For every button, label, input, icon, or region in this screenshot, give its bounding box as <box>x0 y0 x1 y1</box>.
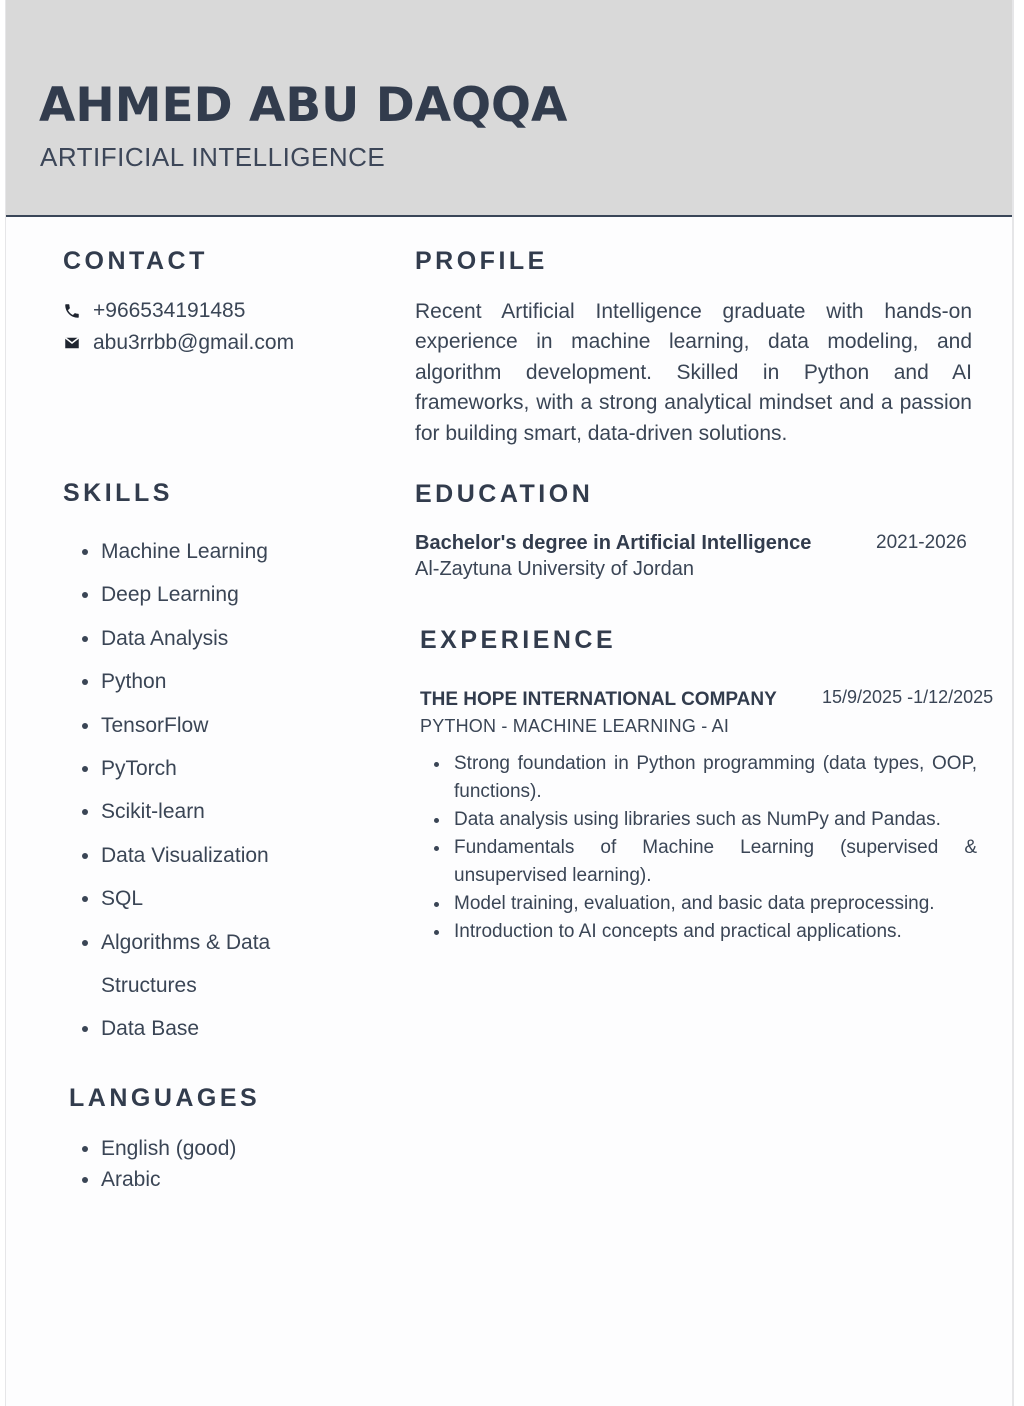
skills-heading: SKILLS <box>63 479 173 507</box>
experience-bullet: Strong foundation in Python programming (data types, OOP, functions). <box>432 750 977 806</box>
skill-item: Deep Learning <box>80 573 291 616</box>
languages-list <box>80 1133 236 1195</box>
education-school: Al-Zaytuna University of Jordan <box>415 558 695 580</box>
language-item: Arabic <box>80 1164 236 1195</box>
experience-bullet: Fundamentals of Machine Learning (supervised & unsupervised learning). <box>432 834 977 890</box>
email-icon <box>63 334 81 352</box>
contact-heading: CONTACT <box>63 247 208 275</box>
skill-item: Machine Learning <box>80 530 291 573</box>
profile-heading: PROFILE <box>415 247 548 275</box>
education-years: 2021-2026 <box>876 532 967 553</box>
experience-bullet: Introduction to AI concepts and practical applications. <box>432 918 977 946</box>
experience-dates: 15/9/2025 -1/12/2025 <box>822 687 994 707</box>
email-address[interactable]: abu3rrbb@gmail.com <box>93 331 295 354</box>
experience-bullets <box>432 750 977 946</box>
phone-icon <box>63 302 81 320</box>
skill-item: TensorFlow <box>80 704 291 747</box>
skill-item: Algorithms & Data Structures <box>80 921 291 1008</box>
contact-phone <box>63 299 245 323</box>
skill-item: SQL <box>80 877 291 920</box>
profile-text: Recent Artificial Intelligence graduate with hands-on experience in machine learning, data modeling, and algorithm development. Skilled in Python and AI frameworks, with a strong analytical mindset and a passion for building smart, data-driven solutions. <box>415 300 972 445</box>
contact-email <box>63 331 294 355</box>
language-item: English (good) <box>80 1133 236 1164</box>
skill-item: Data Analysis <box>80 617 291 660</box>
education-degree: Bachelor's degree in Artificial Intelligence <box>415 532 812 554</box>
candidate-title: ARTIFICIAL INTELLIGENCE <box>40 142 386 172</box>
skill-item: Scikit-learn <box>80 790 291 833</box>
experience-bullet: Data analysis using libraries such as NumPy and Pandas. <box>432 806 977 834</box>
resume-header <box>6 0 1012 217</box>
candidate-name: AHMED ABU DAQQA <box>39 78 568 133</box>
experience-company: THE HOPE INTERNATIONAL COMPANY <box>420 689 777 710</box>
phone-number: +966534191485 <box>93 299 246 322</box>
skill-item: Data Base <box>80 1007 291 1050</box>
experience-role: PYTHON - MACHINE LEARNING - AI <box>420 716 730 736</box>
languages-heading: LANGUAGES <box>69 1084 261 1112</box>
skill-item: Data Visualization <box>80 834 291 877</box>
experience-bullet: Model training, evaluation, and basic data preprocessing. <box>432 890 977 918</box>
education-heading: EDUCATION <box>415 480 594 508</box>
resume-page <box>5 0 1014 1406</box>
skill-item: Python <box>80 660 291 703</box>
skill-item: PyTorch <box>80 747 291 790</box>
skills-list <box>80 530 291 1051</box>
experience-heading: EXPERIENCE <box>420 626 617 654</box>
